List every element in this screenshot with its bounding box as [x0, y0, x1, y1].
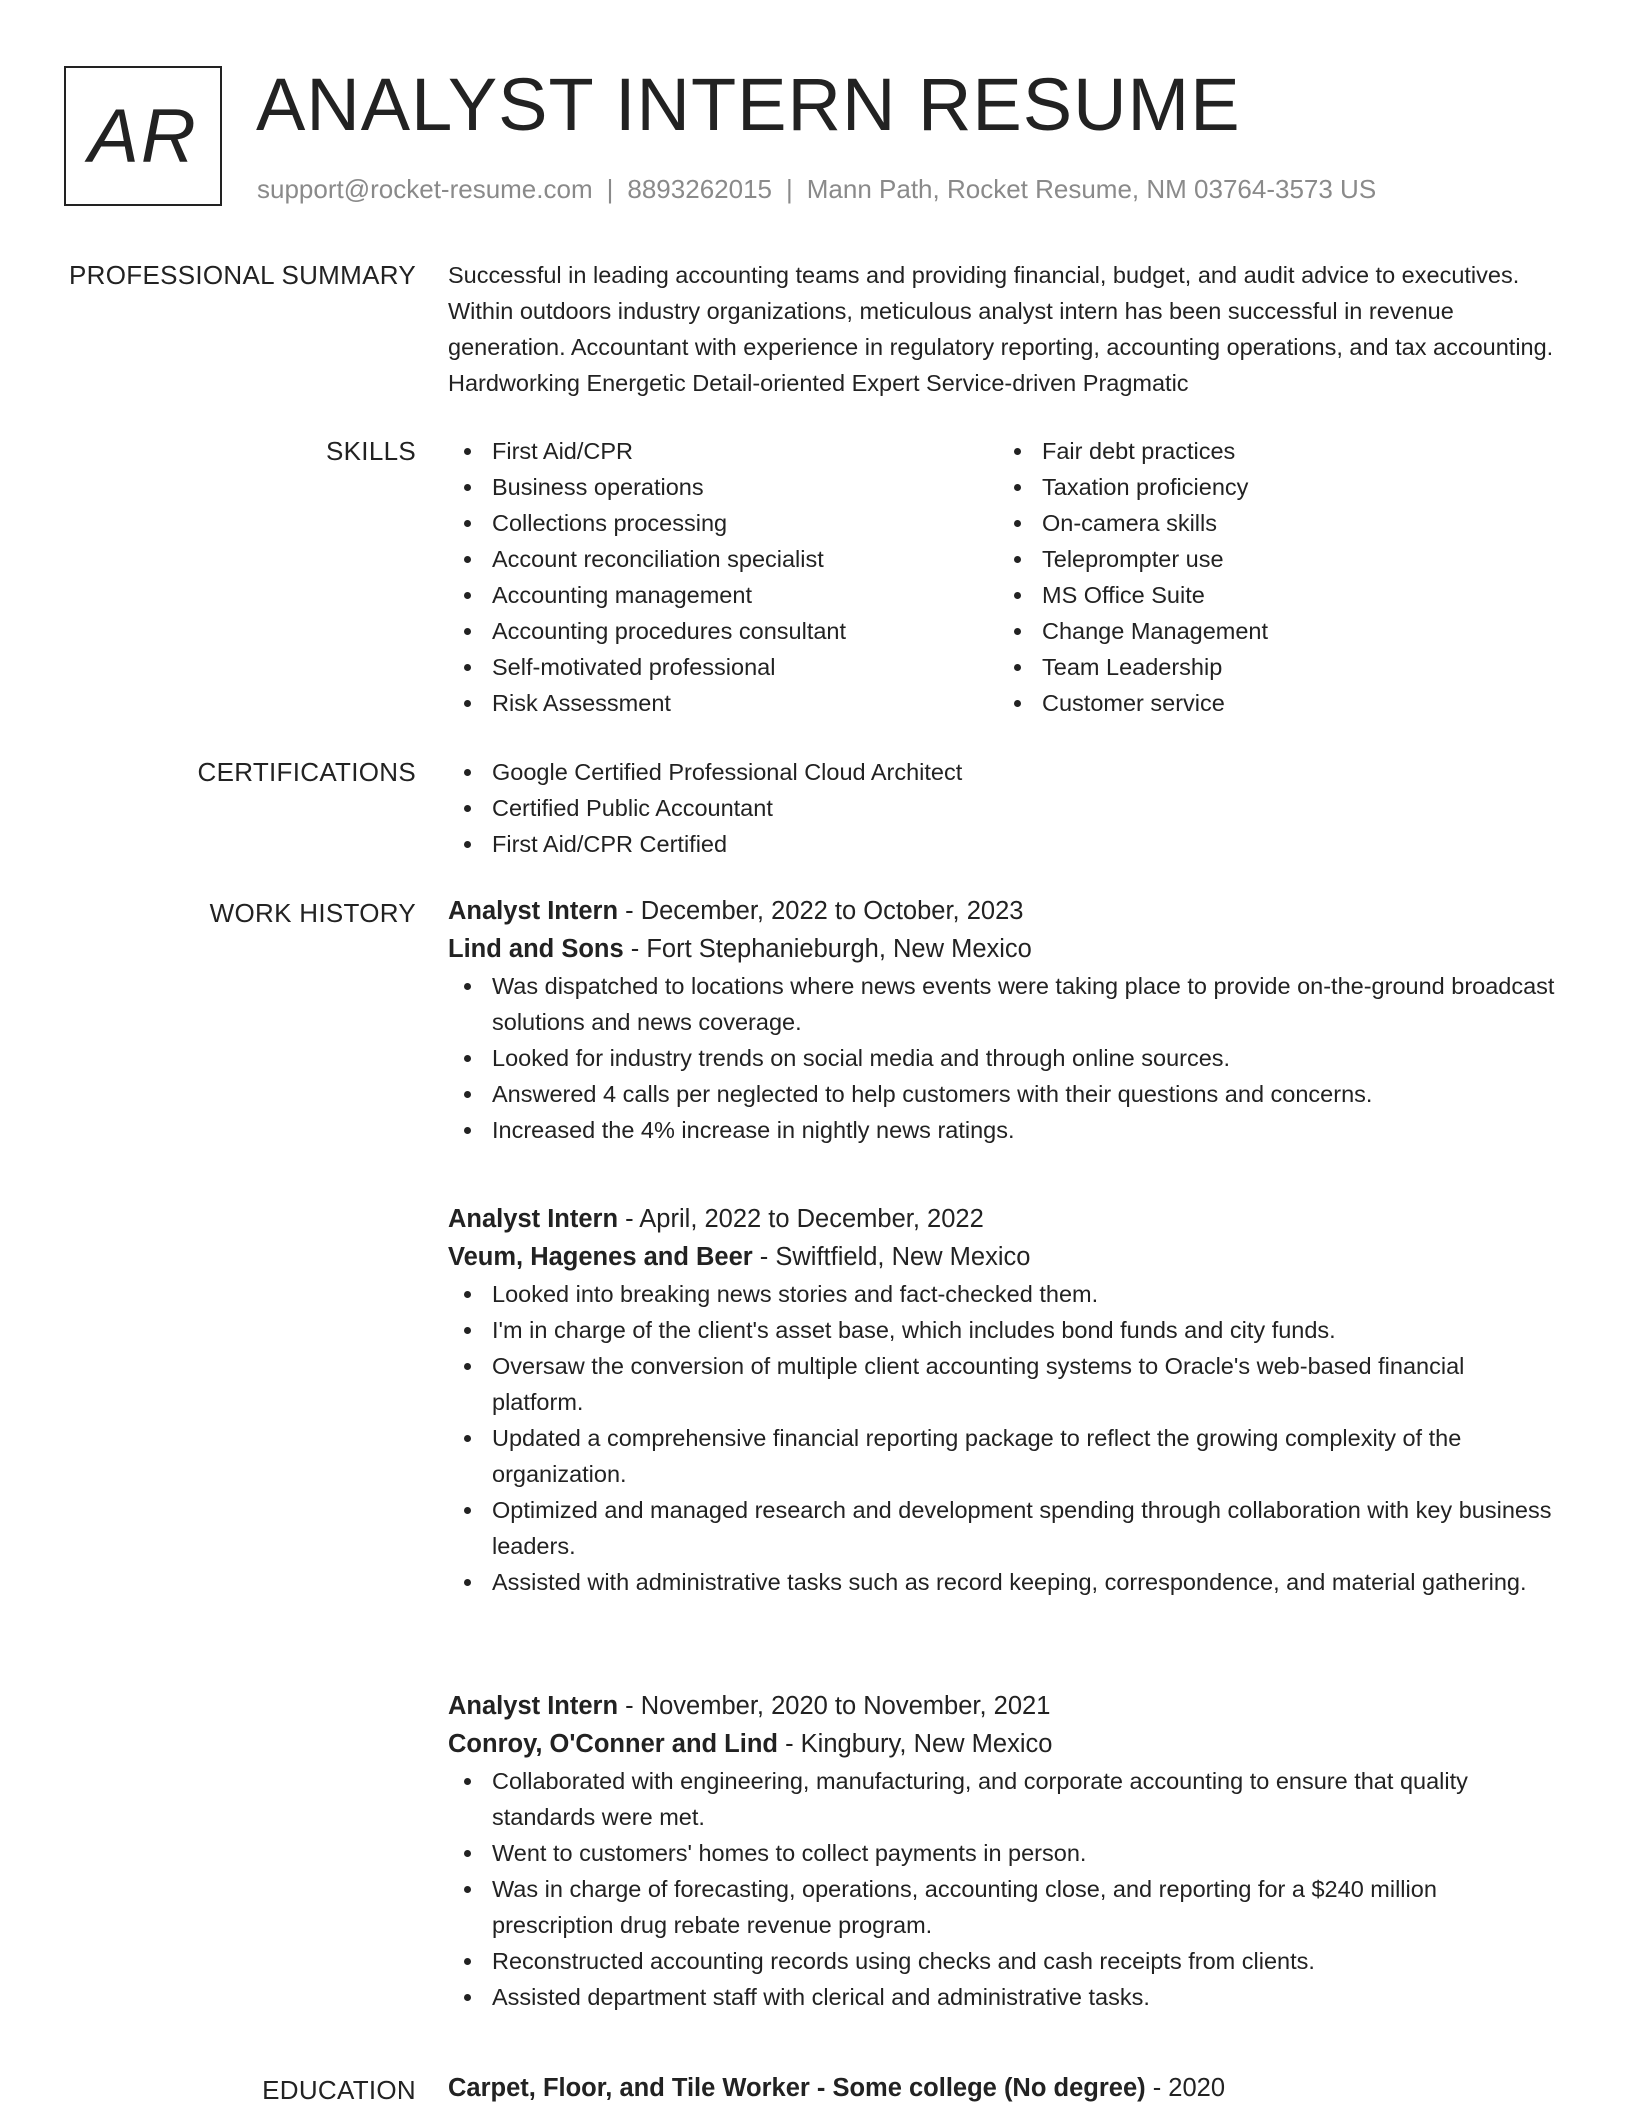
- certifications-list: [448, 754, 1560, 862]
- skill-item: Teleprompter use: [998, 541, 1518, 577]
- certification-item: Certified Public Accountant: [448, 790, 1560, 826]
- skill-item: Collections processing: [448, 505, 968, 541]
- job-bullets: [448, 1763, 1560, 2015]
- summary-text: Successful in leading accounting teams and providing financial, budget, and audit advice to executives. Within outdoors industry organizations, meticulous analyst intern has been successful in revenue generation. Accountant with experience in regulatory reporting, accounting operations, and tax accounting. Hardworking Energetic Detail-oriented Expert Service-driven Pragmatic: [448, 262, 1554, 396]
- skill-item: Account reconciliation specialist: [448, 541, 968, 577]
- job-bullet: Looked into breaking news stories and fact-checked them.: [448, 1276, 1560, 1312]
- skill-item: Self-motivated professional: [448, 649, 968, 685]
- contact-line: [257, 174, 1376, 205]
- skill-item: Team Leadership: [998, 649, 1518, 685]
- job-bullet: Oversaw the conversion of multiple client accounting systems to Oracle's web-based financial platform.: [448, 1348, 1560, 1420]
- skill-item: Fair debt practices: [998, 433, 1518, 469]
- job-title: Analyst Intern: [448, 897, 619, 925]
- job-bullets: [448, 968, 1560, 1148]
- job-dates: - November, 2020 to November, 2021: [618, 1692, 1051, 1720]
- contact-address: Mann Path, Rocket Resume, NM 03764-3573 US: [806, 174, 1377, 204]
- summary-body: [448, 260, 1560, 401]
- skill-item: Business operations: [448, 469, 968, 505]
- skill-item: MS Office Suite: [998, 577, 1518, 613]
- job-entry: [448, 1200, 1560, 1600]
- job-entry: [448, 892, 1560, 1148]
- section-label-summary: PROFESSIONAL SUMMARY: [69, 260, 416, 290]
- job-bullet: Assisted with administrative tasks such as record keeping, correspondence, and material gathering.: [448, 1564, 1560, 1600]
- monogram-logo: AR: [64, 66, 222, 206]
- job-title: Analyst Intern: [448, 1692, 619, 1720]
- contact-separator: |: [786, 174, 793, 204]
- skill-item: Accounting procedures consultant: [448, 613, 968, 649]
- job-location: - Kingbury, New Mexico: [778, 1730, 1053, 1758]
- contact-phone: 8893262015: [627, 174, 772, 204]
- skill-item: First Aid/CPR: [448, 433, 968, 469]
- skill-item: Taxation proficiency: [998, 469, 1518, 505]
- job-title-line: [448, 1687, 1560, 1725]
- certifications-body: [448, 754, 1560, 862]
- job-title: Analyst Intern: [448, 1205, 619, 1233]
- job-entry: [448, 1687, 1560, 2015]
- job-company-line: [448, 1725, 1560, 1763]
- job-location: - Fort Stephanieburgh, New Mexico: [623, 935, 1032, 963]
- section-label-certifications: CERTIFICATIONS: [197, 757, 416, 787]
- job-bullets: [448, 1276, 1560, 1600]
- skill-item: Risk Assessment: [448, 685, 968, 721]
- certification-item: First Aid/CPR Certified: [448, 826, 1560, 862]
- education-year: - 2020: [1145, 2074, 1226, 2102]
- skills-list-left: [448, 433, 968, 721]
- skill-item: On-camera skills: [998, 505, 1518, 541]
- job-bullet: Optimized and managed research and development spending through collaboration with key business leaders.: [448, 1492, 1560, 1564]
- section-label-work-history: WORK HISTORY: [209, 898, 416, 928]
- education-entry: [448, 2069, 1560, 2107]
- job-bullet: Increased the 4% increase in nightly news ratings.: [448, 1112, 1560, 1148]
- skills-body: [448, 436, 1560, 726]
- job-company-line: [448, 1238, 1560, 1276]
- skill-item: Customer service: [998, 685, 1518, 721]
- job-title-line: [448, 892, 1560, 930]
- certification-item: Google Certified Professional Cloud Architect: [448, 754, 1560, 790]
- skill-item: Accounting management: [448, 577, 968, 613]
- job-bullet: I'm in charge of the client's asset base, which includes bond funds and city funds.: [448, 1312, 1560, 1348]
- job-title-line: [448, 1200, 1560, 1238]
- job-company-line: [448, 930, 1560, 968]
- section-label-education: EDUCATION: [262, 2075, 416, 2105]
- skill-item: Change Management: [998, 613, 1518, 649]
- contact-email: support@rocket-resume.com: [257, 174, 593, 204]
- job-bullet: Collaborated with engineering, manufacturing, and corporate accounting to ensure that quality standards were met.: [448, 1763, 1560, 1835]
- job-location: - Swiftfield, New Mexico: [752, 1243, 1031, 1271]
- job-dates: - April, 2022 to December, 2022: [618, 1205, 984, 1233]
- job-company: Lind and Sons: [448, 935, 624, 963]
- resume-header: [64, 63, 1564, 210]
- job-bullet: Assisted department staff with clerical and administrative tasks.: [448, 1979, 1560, 2015]
- section-label-skills: SKILLS: [326, 436, 416, 466]
- skills-list-right: [998, 433, 1518, 721]
- job-bullet: Updated a comprehensive financial reporting package to reflect the growing complexity of the organization.: [448, 1420, 1560, 1492]
- contact-separator: |: [606, 174, 614, 204]
- job-bullet: Was dispatched to locations where news events were taking place to provide on-the-ground broadcast solutions and news coverage.: [448, 968, 1560, 1040]
- job-bullet: Reconstructed accounting records using checks and cash receipts from clients.: [448, 1943, 1560, 1979]
- page-title: ANALYST INTERN RESUME: [256, 63, 1241, 146]
- education-body: [448, 2069, 1560, 2107]
- job-bullet: Went to customers' homes to collect payments in person.: [448, 1835, 1560, 1871]
- job-bullet: Answered 4 calls per neglected to help customers with their questions and concerns.: [448, 1076, 1560, 1112]
- job-dates: - December, 2022 to October, 2023: [618, 897, 1024, 925]
- education-degree: Carpet, Floor, and Tile Worker - Some college (No degree): [448, 2074, 1146, 2102]
- job-bullet: Looked for industry trends on social media and through online sources.: [448, 1040, 1560, 1076]
- job-company: Veum, Hagenes and Beer: [448, 1243, 753, 1271]
- job-company: Conroy, O'Conner and Lind: [448, 1730, 778, 1758]
- job-bullet: Was in charge of forecasting, operations, accounting close, and reporting for a $240 million prescription drug rebate revenue program.: [448, 1871, 1560, 1943]
